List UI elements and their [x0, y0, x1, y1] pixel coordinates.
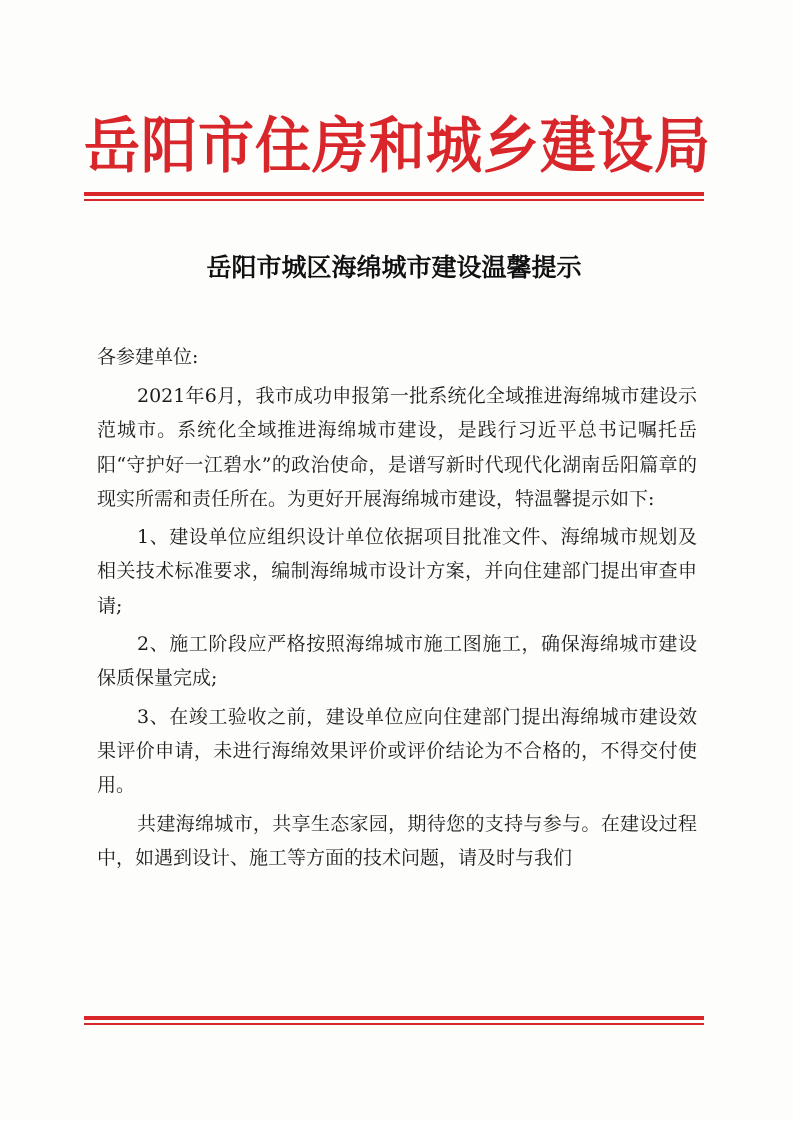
footer-rule-thick	[84, 1016, 704, 1020]
salutation: 各参建单位:	[97, 346, 199, 368]
paragraph-item-2: 2、施工阶段应严格按照海绵城市施工图施工，确保海绵城市建设保质保量完成;	[97, 633, 697, 690]
letterhead-org-name: 岳阳市住房和城乡建设局	[84, 110, 711, 182]
paragraph-closing: 共建海绵城市，共享生态家园，期待您的支持与参与。在建设过程中，如遇到设计、施工等方面的技术问题，请及时与我们	[97, 812, 697, 869]
document-body	[97, 340, 697, 875]
letterhead-rule-thick	[84, 192, 704, 196]
document-title: 岳阳市城区海绵城市建设温馨提示	[206, 253, 582, 282]
paragraph-item-1: 1、建设单位应组织设计单位依据项目批准文件、海绵城市规划及相关技术标准要求，编制海绵城市设计方案，并向住建部门提出审查申请;	[97, 526, 697, 617]
letterhead-rule-thin	[84, 199, 704, 201]
footer-rule-thin	[84, 1023, 704, 1025]
paragraph-intro: 2021年6月，我市成功申报第一批系统化全域推进海绵城市建设示范城市。系统化全域推进海绵城市建设，是践行习近平总书记嘱托岳阳“守护好一江碧水”的政治使命，是谱写新时代现代化湖南岳阳篇章的现实所需和责任所在。为更好开展海绵城市建设，特温馨提示如下:	[97, 385, 697, 510]
paragraph-item-3: 3、在竣工验收之前，建设单位应向住建部门提出海绵城市建设效果评价申请，未进行海绵效果评价或评价结论为不合格的，不得交付使用。	[97, 705, 697, 797]
